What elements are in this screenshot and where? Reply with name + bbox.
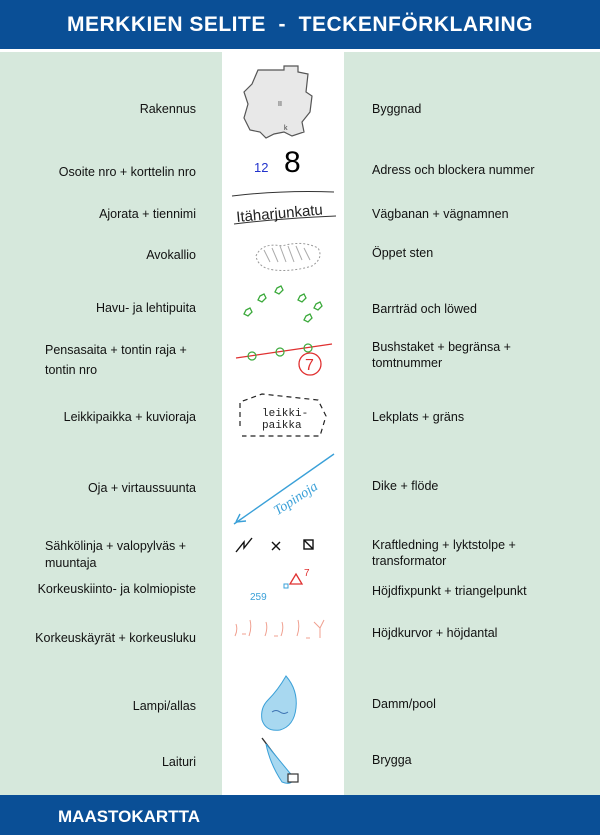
building-mark-2: k (284, 125, 288, 132)
label-fi-hedge-line1: Pensasaita + tontin raja + (45, 343, 187, 357)
label-sv-building: Byggnad (372, 102, 422, 116)
open-rock-symbol (222, 236, 344, 276)
label-fi-hedge-line2: tontin nro (45, 363, 98, 377)
label-sv-contour: Höjdkurvor + höjdantal (372, 626, 498, 640)
label-sv-hedge-line2: tomtnummer (372, 356, 443, 370)
label-fi-trees: Havu- ja lehtipuita (95, 301, 196, 315)
power-line-symbol (222, 534, 344, 556)
label-sv-playground: Lekplats + gräns (372, 410, 465, 424)
road-name-symbol (222, 188, 344, 230)
trees-symbol (222, 284, 344, 330)
hedge-boundary-symbol (222, 338, 344, 378)
footer-title: MAASTOKARTTA (58, 807, 200, 826)
road-name: Itäharjunkatu (235, 201, 324, 226)
building-mark-1: II (278, 101, 282, 108)
footer-bar (0, 795, 600, 835)
ditch-name: Topinoja (271, 479, 321, 519)
header-bar (0, 0, 600, 52)
label-fi-building: Rakennus (139, 102, 196, 116)
contour-symbol (222, 614, 344, 644)
pier-symbol (222, 734, 344, 790)
building-symbol (222, 62, 344, 144)
page-title: MERKKIEN SELITE - TECKENFÖRKLARING (66, 13, 533, 36)
label-sv-benchmark: Höjdfixpunkt + triangelpunkt (372, 584, 527, 598)
label-sv-power-line1: Kraftledning + lyktstolpe + (372, 538, 516, 552)
label-sv-pond: Damm/pool (372, 697, 436, 711)
pond-symbol (222, 672, 344, 738)
label-fi-playground: Leikkipaikka + kuvioraja (63, 410, 196, 424)
label-sv-trees: Barrträd och löwed (372, 302, 477, 316)
label-fi-pond: Lampi/allas (132, 699, 196, 713)
label-sv-road: Vägbanan + vägnamnen (372, 207, 509, 221)
label-fi-power-line1: Sähkölinja + valopylväs + (45, 539, 187, 553)
triangle-point-number: 7 (304, 568, 310, 579)
label-fi-pier: Laituri (161, 755, 196, 769)
hedge-plot-number: 7 (305, 357, 314, 374)
playground-symbol (222, 386, 344, 442)
benchmark-height: 259 (250, 592, 267, 603)
address-number-symbol (222, 146, 344, 182)
playground-line1: leikki- (262, 408, 309, 420)
playground-line2: paikka (262, 420, 302, 432)
label-fi-power-line2: muuntaja (45, 556, 97, 570)
label-sv-hedge-line1: Bushstaket + begränsa + (372, 340, 511, 354)
label-sv-power-line2: transformator (372, 554, 447, 568)
label-sv-pier: Brygga (372, 753, 412, 767)
address-number: 12 (254, 160, 269, 175)
label-fi-contour: Korkeuskäyrät + korkeusluku (35, 631, 196, 645)
label-fi-open-rock: Avokallio (146, 248, 196, 262)
block-number: 8 (284, 146, 301, 179)
ditch-symbol (222, 450, 344, 530)
label-sv-open-rock: Öppet sten (372, 246, 434, 260)
label-fi-address: Osoite nro + korttelin nro (58, 165, 196, 179)
label-fi-road: Ajorata + tiennimi (99, 207, 196, 221)
label-sv-address: Adress och blockera nummer (372, 163, 535, 177)
label-sv-ditch: Dike + flöde (372, 479, 439, 493)
label-fi-benchmark: Korkeuskiinto- ja kolmiopiste (37, 582, 196, 596)
benchmark-symbol (222, 564, 344, 604)
label-fi-ditch: Oja + virtaussuunta (87, 481, 196, 495)
